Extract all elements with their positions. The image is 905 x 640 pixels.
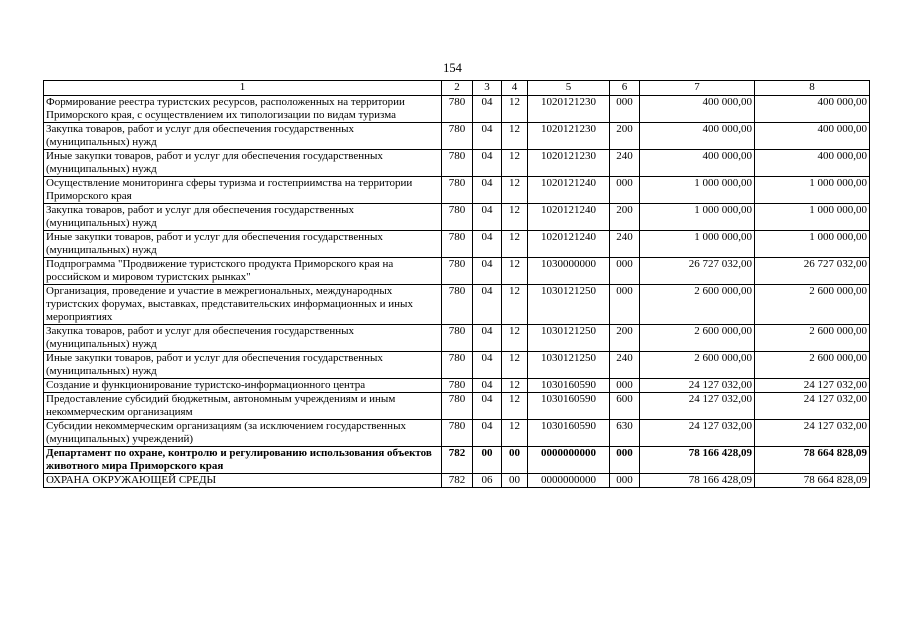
- cell-section-code: 04: [473, 393, 502, 420]
- row-description: Осуществление мониторинга сферы туризма и гостеприимства на территории Приморского края: [44, 177, 442, 204]
- cell-amount-col8: 1 000 000,00: [755, 204, 870, 231]
- cell-expense-type: 600: [610, 393, 640, 420]
- cell-amount-col8: 400 000,00: [755, 123, 870, 150]
- cell-amount-col8: 24 127 032,00: [755, 393, 870, 420]
- table-row: [44, 96, 870, 123]
- cell-target-article: 1030121250: [528, 325, 610, 352]
- cell-target-article: 1020121230: [528, 150, 610, 177]
- header-row: [44, 81, 870, 96]
- table-row: [44, 231, 870, 258]
- cell-ministry-code: 780: [442, 96, 473, 123]
- table-row: [44, 420, 870, 447]
- cell-target-article: 1030160590: [528, 393, 610, 420]
- cell-section-code: 04: [473, 231, 502, 258]
- cell-amount-col7: 400 000,00: [640, 96, 755, 123]
- cell-section-code: 04: [473, 379, 502, 393]
- cell-section-code: 06: [473, 474, 502, 488]
- cell-section-code: 04: [473, 325, 502, 352]
- cell-subsection-code: 12: [502, 150, 528, 177]
- cell-amount-col8: 24 127 032,00: [755, 420, 870, 447]
- cell-subsection-code: 12: [502, 123, 528, 150]
- cell-ministry-code: 780: [442, 420, 473, 447]
- cell-amount-col8: 2 600 000,00: [755, 325, 870, 352]
- row-description: Организация, проведение и участие в межрегиональных, международных туристских форумах, выставках, представительских информационных и иных мероприятиях: [44, 285, 442, 325]
- cell-ministry-code: 780: [442, 258, 473, 285]
- cell-expense-type: 000: [610, 258, 640, 285]
- cell-expense-type: 200: [610, 325, 640, 352]
- cell-section-code: 00: [473, 447, 502, 474]
- table-row: [44, 150, 870, 177]
- row-description: Закупка товаров, работ и услуг для обеспечения государственных (муниципальных) нужд: [44, 204, 442, 231]
- cell-ministry-code: 780: [442, 204, 473, 231]
- cell-amount-col7: 1 000 000,00: [640, 231, 755, 258]
- cell-amount-col7: 2 600 000,00: [640, 325, 755, 352]
- cell-ministry-code: 780: [442, 352, 473, 379]
- column-header: 2: [442, 81, 473, 96]
- cell-subsection-code: 12: [502, 352, 528, 379]
- row-description: Подпрограмма "Продвижение туристского продукта Приморского края на российском и мировом туристских рынках": [44, 258, 442, 285]
- cell-ministry-code: 780: [442, 393, 473, 420]
- cell-amount-col7: 24 127 032,00: [640, 393, 755, 420]
- table-row: [44, 204, 870, 231]
- cell-subsection-code: 12: [502, 96, 528, 123]
- cell-expense-type: 200: [610, 123, 640, 150]
- cell-amount-col8: 2 600 000,00: [755, 352, 870, 379]
- table-row: [44, 123, 870, 150]
- column-header: 5: [528, 81, 610, 96]
- cell-target-article: 1020121240: [528, 177, 610, 204]
- cell-amount-col8: 1 000 000,00: [755, 231, 870, 258]
- cell-subsection-code: 12: [502, 204, 528, 231]
- row-description: Создание и функционирование туристско-информационного центра: [44, 379, 442, 393]
- cell-subsection-code: 12: [502, 393, 528, 420]
- cell-section-code: 04: [473, 177, 502, 204]
- cell-target-article: 1020121230: [528, 96, 610, 123]
- row-description: Иные закупки товаров, работ и услуг для обеспечения государственных (муниципальных) нужд: [44, 352, 442, 379]
- cell-target-article: 0000000000: [528, 474, 610, 488]
- table-row: [44, 474, 870, 488]
- cell-target-article: 1020121230: [528, 123, 610, 150]
- column-header: 1: [44, 81, 442, 96]
- cell-target-article: 0000000000: [528, 447, 610, 474]
- cell-section-code: 04: [473, 258, 502, 285]
- cell-expense-type: 000: [610, 177, 640, 204]
- row-description: Закупка товаров, работ и услуг для обеспечения государственных (муниципальных) нужд: [44, 325, 442, 352]
- cell-target-article: 1030121250: [528, 352, 610, 379]
- cell-ministry-code: 780: [442, 325, 473, 352]
- cell-section-code: 04: [473, 352, 502, 379]
- cell-section-code: 04: [473, 285, 502, 325]
- cell-amount-col8: 1 000 000,00: [755, 177, 870, 204]
- cell-amount-col7: 1 000 000,00: [640, 204, 755, 231]
- cell-amount-col8: 26 727 032,00: [755, 258, 870, 285]
- row-description: Закупка товаров, работ и услуг для обеспечения государственных (муниципальных) нужд: [44, 123, 442, 150]
- cell-ministry-code: 780: [442, 379, 473, 393]
- page-number: 154: [443, 61, 462, 75]
- cell-expense-type: 000: [610, 285, 640, 325]
- row-description: Субсидии некоммерческим организациям (за исключением государственных (муниципальных) учреждений): [44, 420, 442, 447]
- cell-subsection-code: 12: [502, 258, 528, 285]
- table-row: [44, 285, 870, 325]
- table-row: [44, 379, 870, 393]
- row-description: Иные закупки товаров, работ и услуг для обеспечения государственных (муниципальных) нужд: [44, 150, 442, 177]
- cell-section-code: 04: [473, 204, 502, 231]
- row-description: ОХРАНА ОКРУЖАЮЩЕЙ СРЕДЫ: [44, 474, 442, 488]
- cell-expense-type: 240: [610, 150, 640, 177]
- cell-amount-col7: 78 166 428,09: [640, 474, 755, 488]
- budget-table: [43, 80, 870, 488]
- cell-expense-type: 000: [610, 474, 640, 488]
- table-row: [44, 352, 870, 379]
- cell-ministry-code: 780: [442, 150, 473, 177]
- cell-subsection-code: 12: [502, 231, 528, 258]
- cell-subsection-code: 12: [502, 420, 528, 447]
- cell-amount-col8: 400 000,00: [755, 96, 870, 123]
- cell-amount-col7: 1 000 000,00: [640, 177, 755, 204]
- cell-ministry-code: 780: [442, 123, 473, 150]
- table-row: [44, 177, 870, 204]
- cell-expense-type: 000: [610, 96, 640, 123]
- cell-target-article: 1030000000: [528, 258, 610, 285]
- row-description: Иные закупки товаров, работ и услуг для обеспечения государственных (муниципальных) нужд: [44, 231, 442, 258]
- cell-section-code: 04: [473, 150, 502, 177]
- table-body: [44, 96, 870, 488]
- cell-expense-type: 000: [610, 447, 640, 474]
- row-description: Формирование реестра туристских ресурсов, расположенных на территории Приморского края, с осуществлением их типологизации по видам туризма: [44, 96, 442, 123]
- table-row: [44, 393, 870, 420]
- cell-amount-col7: 26 727 032,00: [640, 258, 755, 285]
- column-header: 8: [755, 81, 870, 96]
- cell-section-code: 04: [473, 420, 502, 447]
- cell-amount-col8: 78 664 828,09: [755, 447, 870, 474]
- cell-target-article: 1020121240: [528, 204, 610, 231]
- cell-section-code: 04: [473, 123, 502, 150]
- cell-target-article: 1030160590: [528, 420, 610, 447]
- cell-target-article: 1030121250: [528, 285, 610, 325]
- cell-target-article: 1030160590: [528, 379, 610, 393]
- cell-target-article: 1020121240: [528, 231, 610, 258]
- column-header: 7: [640, 81, 755, 96]
- cell-amount-col7: 24 127 032,00: [640, 420, 755, 447]
- cell-ministry-code: 782: [442, 447, 473, 474]
- cell-ministry-code: 780: [442, 285, 473, 325]
- cell-subsection-code: 00: [502, 447, 528, 474]
- cell-expense-type: 630: [610, 420, 640, 447]
- cell-subsection-code: 12: [502, 177, 528, 204]
- column-header: 4: [502, 81, 528, 96]
- cell-amount-col7: 400 000,00: [640, 123, 755, 150]
- cell-amount-col7: 2 600 000,00: [640, 285, 755, 325]
- cell-ministry-code: 780: [442, 231, 473, 258]
- cell-subsection-code: 12: [502, 325, 528, 352]
- row-description: Департамент по охране, контролю и регулированию использования объектов животного мира Приморского края: [44, 447, 442, 474]
- cell-amount-col7: 400 000,00: [640, 150, 755, 177]
- cell-section-code: 04: [473, 96, 502, 123]
- cell-subsection-code: 12: [502, 285, 528, 325]
- cell-amount-col8: 400 000,00: [755, 150, 870, 177]
- row-description: Предоставление субсидий бюджетным, автономным учреждениям и иным некоммерческим организациям: [44, 393, 442, 420]
- cell-expense-type: 000: [610, 379, 640, 393]
- cell-subsection-code: 00: [502, 474, 528, 488]
- table-row: [44, 447, 870, 474]
- cell-amount-col7: 24 127 032,00: [640, 379, 755, 393]
- cell-amount-col8: 2 600 000,00: [755, 285, 870, 325]
- cell-expense-type: 200: [610, 204, 640, 231]
- table-row: [44, 325, 870, 352]
- column-header: 6: [610, 81, 640, 96]
- cell-ministry-code: 780: [442, 177, 473, 204]
- cell-amount-col7: 2 600 000,00: [640, 352, 755, 379]
- cell-amount-col8: 78 664 828,09: [755, 474, 870, 488]
- cell-amount-col7: 78 166 428,09: [640, 447, 755, 474]
- cell-ministry-code: 782: [442, 474, 473, 488]
- cell-subsection-code: 12: [502, 379, 528, 393]
- cell-expense-type: 240: [610, 352, 640, 379]
- cell-amount-col8: 24 127 032,00: [755, 379, 870, 393]
- column-header: 3: [473, 81, 502, 96]
- table-row: [44, 258, 870, 285]
- cell-expense-type: 240: [610, 231, 640, 258]
